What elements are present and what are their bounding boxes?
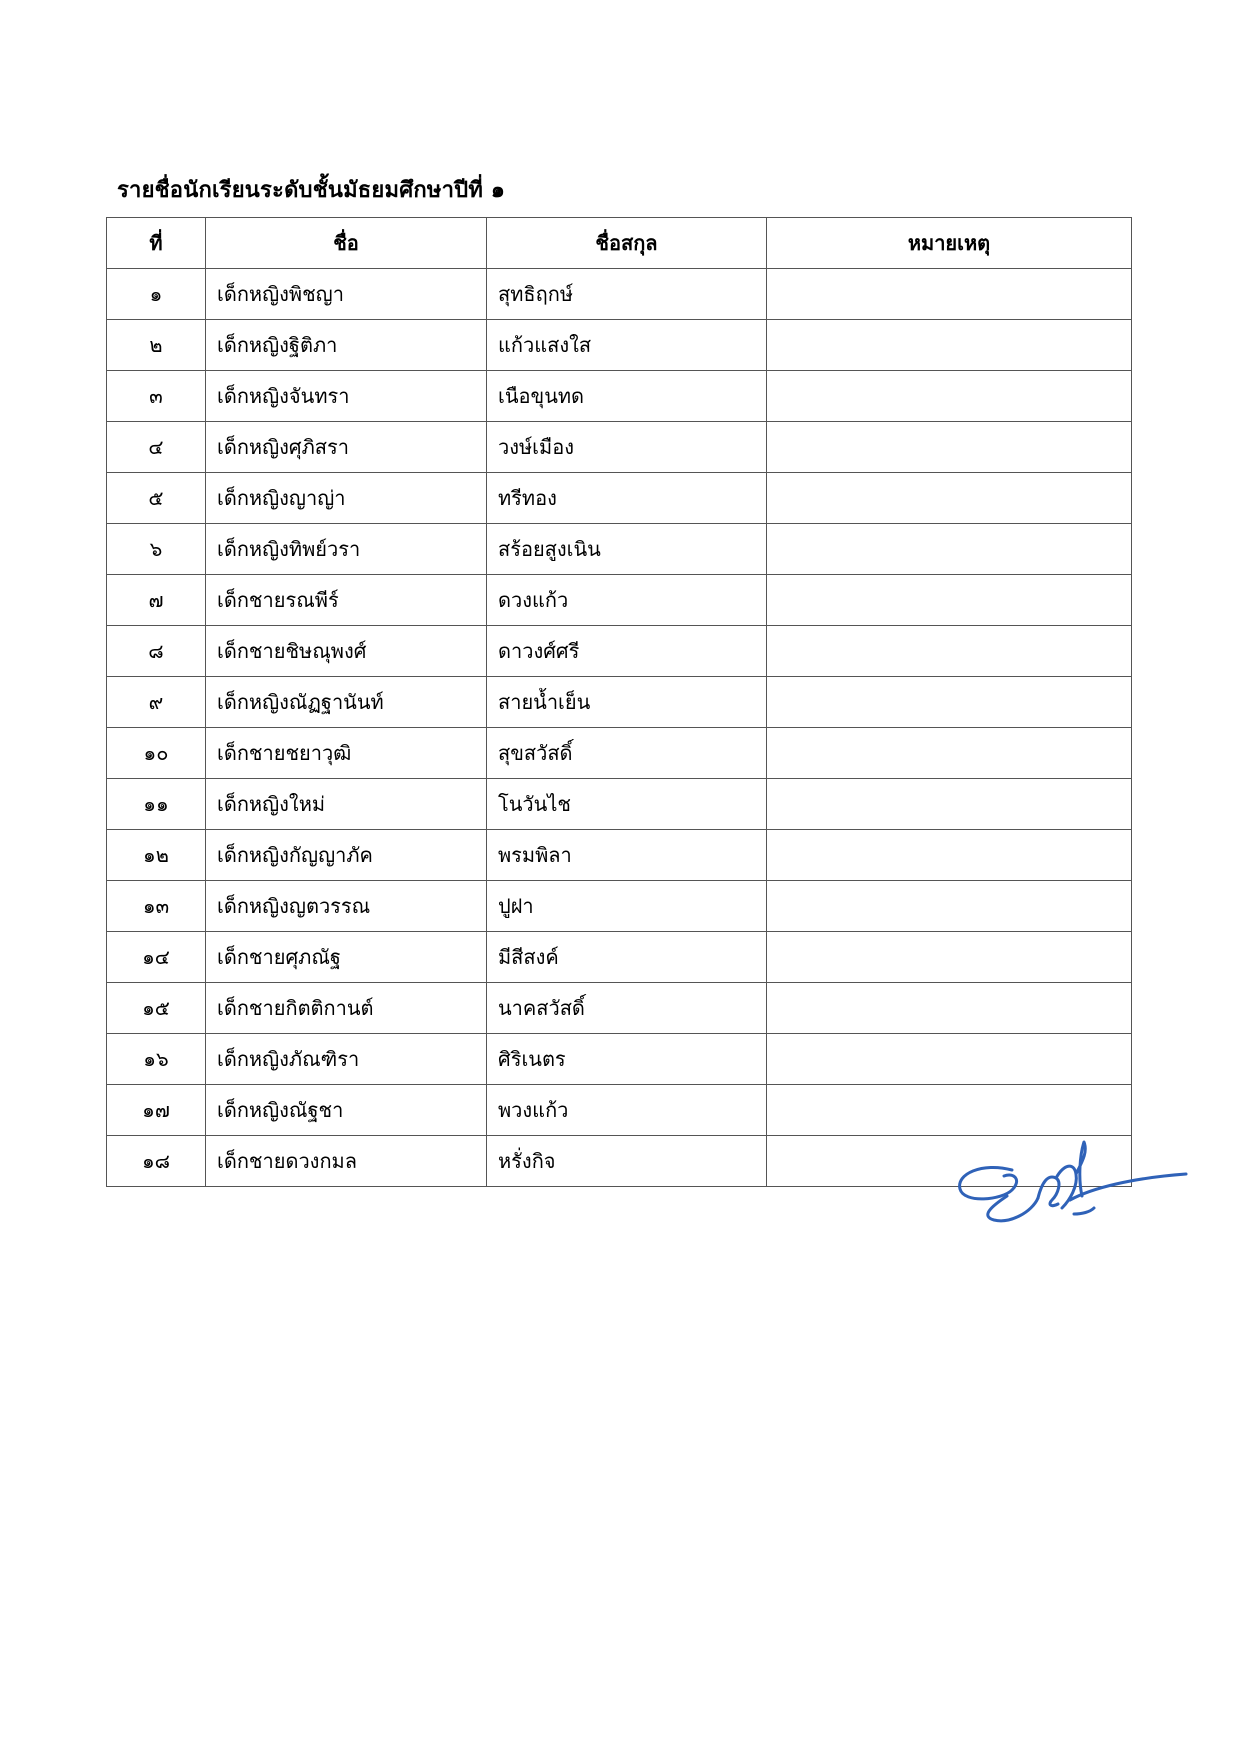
student-surname: ศิริเนตร: [487, 1034, 767, 1085]
table-row: [107, 473, 1132, 524]
row-note: [767, 1085, 1132, 1136]
table-row: [107, 575, 1132, 626]
row-number: ๑๔: [107, 932, 206, 983]
table-row: [107, 422, 1132, 473]
row-number: ๑๐: [107, 728, 206, 779]
student-surname: หรั่งกิจ: [487, 1136, 767, 1187]
student-first-name: เด็กชายศุภณัฐ: [206, 932, 487, 983]
student-first-name: เด็กหญิงทิพย์วรา: [206, 524, 487, 575]
row-note: [767, 473, 1132, 524]
student-surname: ปูฝา: [487, 881, 767, 932]
row-number: ๗: [107, 575, 206, 626]
table-row: [107, 677, 1132, 728]
table-row: [107, 1085, 1132, 1136]
page-title: รายชื่อนักเรียนระดับชั้นมัธยมศึกษาปีที่ ๑: [117, 178, 506, 203]
row-note: [767, 524, 1132, 575]
signature-image: [952, 1134, 1192, 1229]
student-first-name: เด็กหญิงณัฐชา: [206, 1085, 487, 1136]
signature-stroke: [1074, 1208, 1094, 1214]
row-note: [767, 626, 1132, 677]
table-row: [107, 728, 1132, 779]
student-first-name: เด็กหญิงฐิติภา: [206, 320, 487, 371]
student-surname: แก้วแสงใส: [487, 320, 767, 371]
student-surname: โนวันไช: [487, 779, 767, 830]
row-note: [767, 728, 1132, 779]
table-row: [107, 626, 1132, 677]
student-surname: สายน้ำเย็น: [487, 677, 767, 728]
student-surname: สุทธิฤกษ์: [487, 269, 767, 320]
student-surname: วงษ์เมือง: [487, 422, 767, 473]
row-note: [767, 779, 1132, 830]
row-number: ๖: [107, 524, 206, 575]
table-body: [107, 269, 1132, 1187]
student-surname: พวงแก้ว: [487, 1085, 767, 1136]
student-first-name: เด็กหญิงกัญญาภัค: [206, 830, 487, 881]
header-note: หมายเหตุ: [767, 218, 1132, 269]
signature-stroke: [988, 1196, 1038, 1221]
signature-stroke: [1038, 1177, 1059, 1206]
table-row: [107, 320, 1132, 371]
row-note: [767, 881, 1132, 932]
table-row: [107, 932, 1132, 983]
signature-stroke: [1076, 1142, 1085, 1196]
student-surname: สร้อยสูงเนิน: [487, 524, 767, 575]
student-surname: สุขสวัสดิ์: [487, 728, 767, 779]
row-number: ๑: [107, 269, 206, 320]
table-row: [107, 371, 1132, 422]
student-first-name: เด็กหญิงใหม่: [206, 779, 487, 830]
row-note: [767, 575, 1132, 626]
row-note: [767, 422, 1132, 473]
row-note: [767, 1034, 1132, 1085]
row-number: ๑๗: [107, 1085, 206, 1136]
header-no: ที่: [107, 218, 206, 269]
student-first-name: เด็กหญิงศุภิสรา: [206, 422, 487, 473]
student-surname: ดวงแก้ว: [487, 575, 767, 626]
student-first-name: เด็กหญิงจันทรา: [206, 371, 487, 422]
student-surname: ดาวงศ์ศรี: [487, 626, 767, 677]
signature-stroke: [960, 1167, 1017, 1198]
student-list-table: [106, 217, 1132, 1187]
row-number: ๔: [107, 422, 206, 473]
row-note: [767, 983, 1132, 1034]
student-surname: ทรีทอง: [487, 473, 767, 524]
student-first-name: เด็กหญิงภัณฑิรา: [206, 1034, 487, 1085]
student-first-name: เด็กหญิงพิชญา: [206, 269, 487, 320]
row-number: ๑๓: [107, 881, 206, 932]
row-number: ๕: [107, 473, 206, 524]
row-note: [767, 320, 1132, 371]
row-number: ๑๑: [107, 779, 206, 830]
student-surname: เนือขุนทด: [487, 371, 767, 422]
row-number: ๑๘: [107, 1136, 206, 1187]
student-first-name: เด็กชายชิษณุพงศ์: [206, 626, 487, 677]
header-name: ชื่อ: [206, 218, 487, 269]
student-first-name: เด็กชายดวงกมล: [206, 1136, 487, 1187]
table-row: [107, 524, 1132, 575]
table-row: [107, 983, 1132, 1034]
student-surname: พรมพิลา: [487, 830, 767, 881]
row-note: [767, 677, 1132, 728]
student-first-name: เด็กชายรณพีร์: [206, 575, 487, 626]
row-number: ๙: [107, 677, 206, 728]
signature-stroke: [1070, 1174, 1186, 1200]
table-header-row: [107, 218, 1132, 269]
row-number: ๑๕: [107, 983, 206, 1034]
row-note: [767, 830, 1132, 881]
student-first-name: เด็กหญิงณัฏฐานันท์: [206, 677, 487, 728]
header-surname: ชื่อสกุล: [487, 218, 767, 269]
row-number: ๘: [107, 626, 206, 677]
table-row: [107, 881, 1132, 932]
student-surname: นาคสวัสดิ์: [487, 983, 767, 1034]
table-row: [107, 269, 1132, 320]
student-surname: มีสีสงค์: [487, 932, 767, 983]
row-number: ๓: [107, 371, 206, 422]
student-first-name: เด็กหญิงญาญ่า: [206, 473, 487, 524]
student-first-name: เด็กชายกิตติกานต์: [206, 983, 487, 1034]
row-number: ๑๒: [107, 830, 206, 881]
row-number: ๑๖: [107, 1034, 206, 1085]
table-row: [107, 779, 1132, 830]
row-number: ๒: [107, 320, 206, 371]
student-first-name: เด็กหญิงญตวรรณ: [206, 881, 487, 932]
row-note: [767, 269, 1132, 320]
student-first-name: เด็กชายชยาวุฒิ: [206, 728, 487, 779]
row-note: [767, 371, 1132, 422]
table-row: [107, 830, 1132, 881]
row-note: [767, 932, 1132, 983]
table-row: [107, 1034, 1132, 1085]
